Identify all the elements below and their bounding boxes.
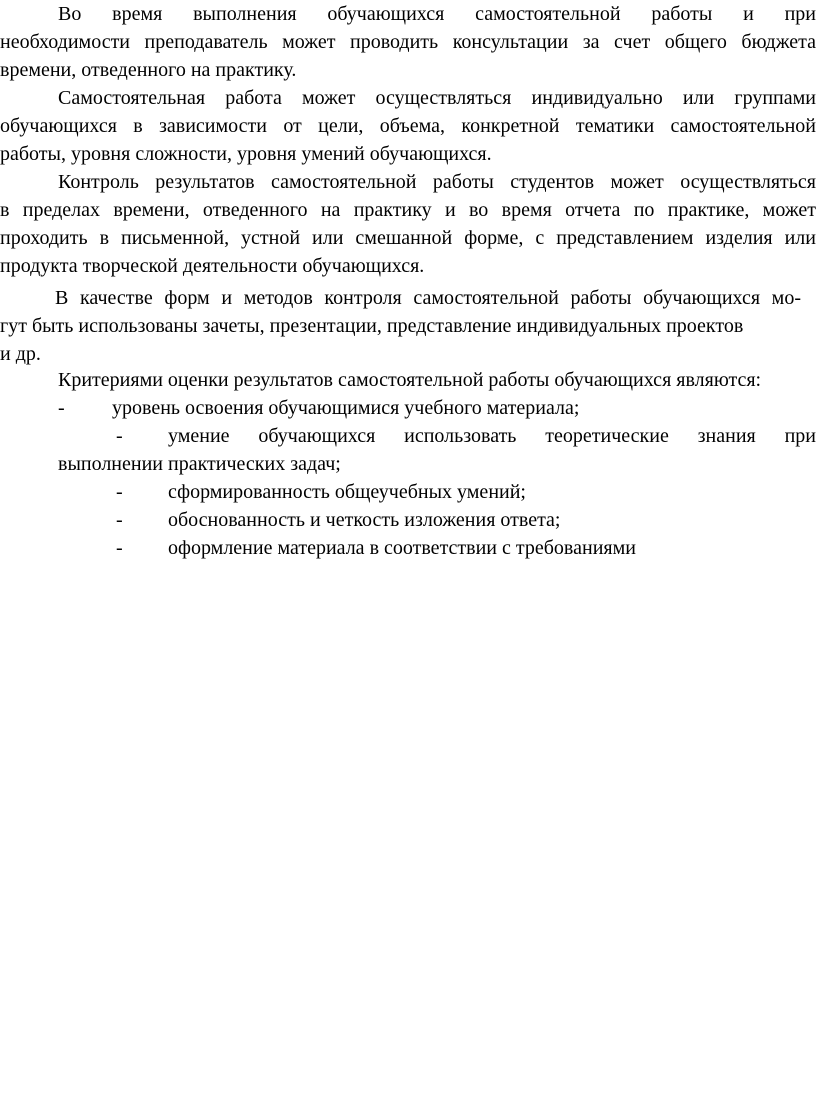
list-item-text: умение обучающихся использовать теоретические знания при <box>168 425 816 447</box>
paragraph-line: продукта творческой деятельности обучающихся. <box>0 255 425 277</box>
paragraph-line: В качестве форм и методов контроля самостоятельной работы обучающихся мо- <box>55 287 801 309</box>
list-dash: - <box>116 481 123 503</box>
list-item-text: сформированность общеучебных умений; <box>168 481 526 503</box>
paragraph-line: работы, уровня сложности, уровня умений обучающихся. <box>0 143 492 165</box>
paragraph-line: Самостоятельная работа может осуществляться индивидуально или группами <box>58 87 816 109</box>
paragraph-line: проходить в письменной, устной или смешанной форме, с представлением изделия или <box>0 227 816 249</box>
paragraph-line: Во время выполнения обучающихся самостоятельной работы и при <box>58 3 816 25</box>
list-dash: - <box>116 509 123 531</box>
list-dash: - <box>58 397 65 419</box>
list-item-continuation: выполнении практических задач; <box>58 453 341 475</box>
paragraph-line: обучающихся в зависимости от цели, объема, конкретной тематики самостоятельной <box>0 115 816 137</box>
list-dash: - <box>116 425 123 447</box>
list-item-text: обоснованность и четкость изложения ответа; <box>168 509 561 531</box>
paragraph-line: необходимости преподаватель может проводить консультации за счет общего бюджета <box>0 31 816 53</box>
paragraph-line: гут быть использованы зачеты, презентации, представление индивидуальных проектов <box>0 315 744 337</box>
paragraph-line: в пределах времени, отведенного на практику и во время отчета по практике, может <box>0 199 816 221</box>
paragraph-line: Контроль результатов самостоятельной работы студентов может осуществляться <box>58 171 816 193</box>
criteria-intro: Критериями оценки результатов самостоятельной работы обучающихся являются: <box>58 369 762 391</box>
paragraph-line: и др. <box>0 343 41 365</box>
paragraph-line: времени, отведенного на практику. <box>0 59 297 81</box>
list-dash: - <box>116 537 123 559</box>
list-item-text: оформление материала в соответствии с требованиями <box>168 537 636 559</box>
list-item-text: уровень освоения обучающимися учебного материала; <box>112 397 580 419</box>
